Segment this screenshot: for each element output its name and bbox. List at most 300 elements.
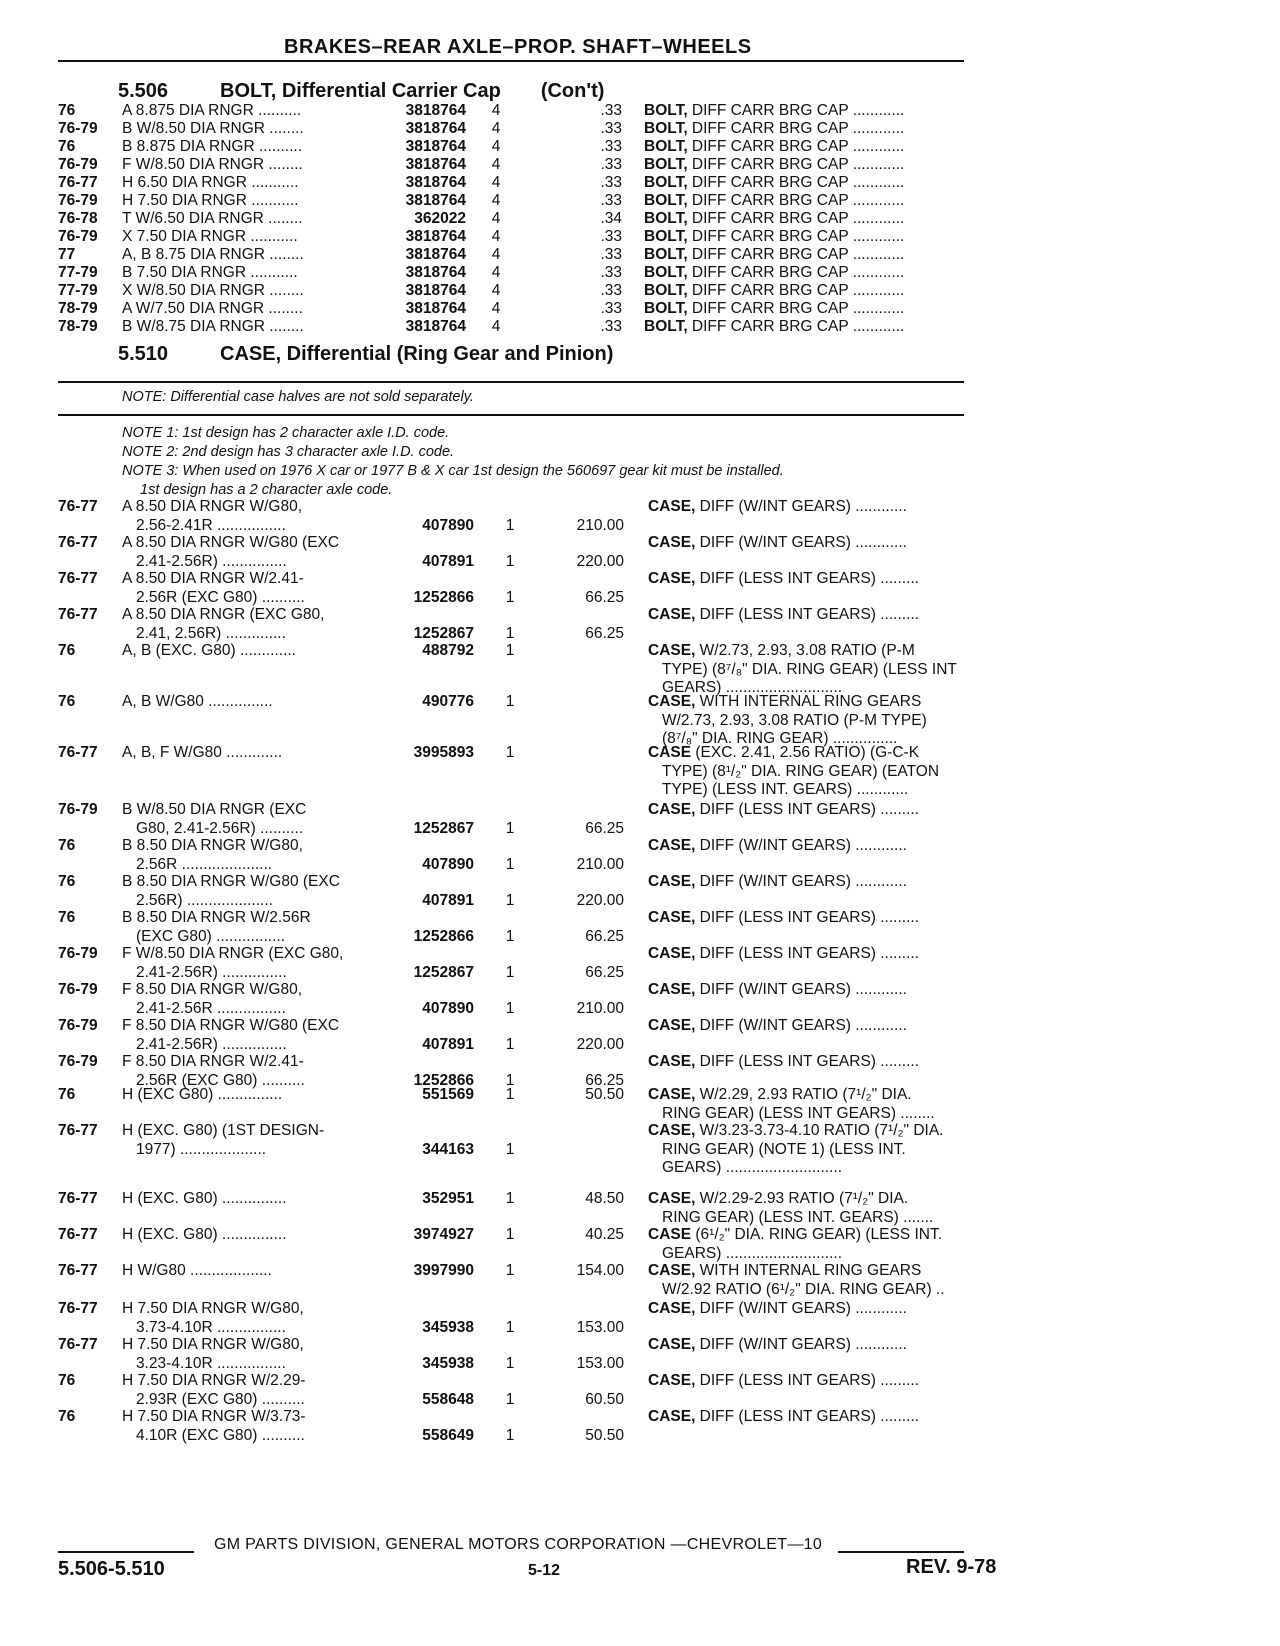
application-description (122, 192, 299, 211)
description-line: X 7.50 DIA RNGR ........... (122, 228, 298, 245)
part-name-keyword: CASE (648, 1226, 692, 1243)
part-name-keyword: CASE, (648, 606, 696, 623)
part-name-keyword: BOLT, (644, 120, 688, 137)
part-name-line (648, 534, 907, 553)
part-number: 3818764 (405, 138, 466, 155)
part-name-keyword: BOLT, (644, 318, 688, 335)
description-line: 2.41-2.56R) ............... (136, 552, 287, 570)
part-name (644, 264, 904, 283)
price: 220.00 (576, 1035, 624, 1053)
description-line: F 8.50 DIA RNGR W/G80, (122, 981, 303, 998)
part-number: 490776 (422, 693, 474, 710)
part-number: 488792 (422, 642, 474, 659)
part-name-text: DIFF (LESS INT GEARS) ......... (695, 1372, 920, 1389)
model-years: 76 (58, 1408, 76, 1425)
part-name-text: (6¹/₂" DIA. RING GEAR) (LESS INT. (691, 1226, 943, 1243)
description-line: 2.56R (EXC G80) .......... (136, 1071, 305, 1089)
part-number: 1252866 (413, 927, 474, 945)
quantity: 1 (505, 1190, 515, 1207)
footer-rule-left (58, 1551, 194, 1553)
part-name (648, 1372, 919, 1391)
part-name (648, 837, 907, 856)
application-description (122, 642, 296, 661)
part-name-line: TYPE) (8¹/₂" DIA. RING GEAR) (EATON (662, 762, 940, 780)
model-years: 76-77 (58, 1300, 98, 1317)
description-line: F 8.50 DIA RNGR W/2.41- (122, 1053, 304, 1070)
quantity: 4 (491, 318, 501, 335)
footer-rule-right (838, 1551, 964, 1553)
price: 210.00 (576, 999, 624, 1017)
part-name-line: (8⁷/₈" DIA. RING GEAR) ............... (662, 730, 898, 747)
part-name-line (648, 873, 907, 892)
model-years: 77 (58, 246, 76, 263)
part-name-keyword: BOLT, (644, 282, 688, 299)
application-description (122, 837, 303, 874)
description-line: A 8.875 DIA RNGR .......... (122, 102, 302, 119)
section-continued: (Con't) (540, 80, 605, 102)
part-name-line (644, 210, 904, 229)
part-name-line (648, 744, 939, 763)
part-name-line (648, 1226, 942, 1245)
part-name-text: DIFF CARR BRG CAP ............ (687, 228, 905, 245)
part-number: 345938 (422, 1354, 474, 1372)
price: .33 (600, 246, 622, 263)
price: .33 (600, 192, 622, 209)
section-5510-heading (118, 343, 613, 366)
price: .33 (600, 318, 622, 335)
application-description (122, 228, 298, 247)
part-name-keyword: BOLT, (644, 174, 688, 191)
part-name-keyword: CASE, (648, 1300, 696, 1317)
part-name-text: W/2.73, 2.93, 3.08 RATIO (P-M (695, 642, 915, 659)
part-name-text: DIFF (LESS INT GEARS) ......... (695, 606, 920, 623)
model-years: 76-78 (58, 210, 98, 227)
price: 154.00 (576, 1262, 624, 1279)
description-line: 2.56R (EXC G80) .......... (136, 588, 305, 606)
application-description (122, 264, 298, 283)
part-number: 407890 (422, 999, 474, 1017)
part-number: 558648 (422, 1390, 474, 1408)
part-name-keyword: CASE, (648, 837, 696, 854)
part-name-line (648, 1372, 919, 1391)
part-name-text: W/3.23-3.73-4.10 RATIO (7¹/₂" DIA. (695, 1122, 944, 1139)
model-years: 76 (58, 873, 76, 890)
part-name-line: GEARS) ........................... (662, 1244, 843, 1262)
part-name (648, 570, 919, 589)
part-name (644, 102, 904, 121)
part-number: 3997990 (413, 1262, 474, 1279)
footer-revision: REV. 9-78 (906, 1556, 997, 1578)
price: 66.25 (585, 963, 624, 981)
quantity: 1 (505, 588, 515, 606)
part-name (648, 1300, 907, 1319)
model-years: 76 (58, 1086, 76, 1103)
part-name-line (648, 801, 919, 820)
part-name-text: DIFF (W/INT GEARS) ............ (695, 981, 907, 998)
price: 66.25 (585, 588, 624, 606)
part-name-keyword: CASE, (648, 1408, 696, 1425)
description-line: F W/8.50 DIA RNGR ........ (122, 156, 303, 173)
part-name (644, 210, 904, 229)
part-name (644, 174, 904, 193)
part-name (648, 642, 957, 698)
description-line: F 8.50 DIA RNGR W/G80 (EXC (122, 1017, 340, 1034)
quantity: 1 (505, 1390, 515, 1408)
part-name-keyword: BOLT, (644, 138, 688, 155)
part-name-keyword: CASE, (648, 1053, 696, 1070)
part-name-line (648, 1122, 944, 1141)
quantity: 4 (491, 138, 501, 155)
model-years: 77-79 (58, 282, 98, 299)
part-name-line (644, 156, 904, 175)
description-line: A, B, F W/G80 ............. (122, 744, 283, 761)
price: 220.00 (576, 891, 624, 909)
application-description (122, 1122, 324, 1159)
note-2: NOTE 2: 2nd design has 3 character axle I.D. code. (122, 444, 455, 460)
part-name (648, 1086, 935, 1123)
description-line: H 7.50 DIA RNGR W/G80, (122, 1300, 304, 1317)
price: 153.00 (576, 1318, 624, 1336)
note-3-continued: 1st design has a 2 character axle code. (140, 482, 393, 498)
note-rule-bottom (58, 414, 964, 416)
part-number: 3818764 (405, 120, 466, 137)
footer-section-range: 5.506-5.510 (58, 1558, 165, 1580)
price: 66.25 (585, 927, 624, 945)
part-name-line (648, 837, 907, 856)
part-name-line (648, 945, 919, 964)
part-name (648, 873, 907, 892)
quantity: 1 (505, 1318, 515, 1336)
part-name-line (648, 1300, 907, 1319)
description-line: B W/8.50 DIA RNGR (EXC (122, 801, 307, 818)
part-name-keyword: CASE, (648, 873, 696, 890)
part-number: 345938 (422, 1318, 474, 1336)
part-number: 3995893 (413, 744, 474, 761)
model-years: 78-79 (58, 318, 98, 335)
part-number: 1252866 (413, 588, 474, 606)
part-name-keyword: BOLT, (644, 210, 688, 227)
quantity: 1 (505, 693, 515, 710)
description-line: X W/8.50 DIA RNGR ........ (122, 282, 304, 299)
quantity: 1 (505, 1262, 515, 1279)
model-years: 77-79 (58, 264, 98, 281)
part-name (648, 945, 919, 964)
part-name-keyword: BOLT, (644, 156, 688, 173)
description-line: B 8.50 DIA RNGR W/G80 (EXC (122, 873, 340, 890)
quantity: 1 (505, 1035, 515, 1053)
model-years: 76-77 (58, 498, 98, 515)
quantity: 1 (505, 1071, 515, 1089)
footer-publisher: GM PARTS DIVISION, GENERAL MOTORS CORPORATION —CHEVROLET—10 (214, 1536, 823, 1553)
part-name-line (648, 1408, 919, 1427)
part-number: 3818764 (405, 192, 466, 209)
part-name-keyword: CASE, (648, 498, 696, 515)
description-line: A 8.50 DIA RNGR W/G80, (122, 498, 303, 515)
description-line: B 7.50 DIA RNGR ........... (122, 264, 298, 281)
description-line: A 8.50 DIA RNGR (EXC G80, (122, 606, 325, 623)
model-years: 76-79 (58, 1053, 98, 1070)
quantity: 4 (491, 210, 501, 227)
model-years: 76-77 (58, 1190, 98, 1207)
part-name-text: DIFF (W/INT GEARS) ............ (695, 1017, 907, 1034)
description-line: 2.41, 2.56R) .............. (136, 624, 286, 642)
part-name-keyword: CASE, (648, 642, 696, 659)
part-name-keyword: BOLT, (644, 228, 688, 245)
part-name (648, 1336, 907, 1355)
note-1: NOTE 1: 1st design has 2 character axle I.D. code. (122, 425, 450, 441)
part-name (644, 192, 904, 211)
description-line: 2.56-2.41R ................ (136, 516, 286, 534)
application-description (122, 318, 304, 337)
description-line: 1977) .................... (136, 1140, 267, 1158)
part-name-keyword: BOLT, (644, 264, 688, 281)
price: 66.25 (585, 819, 624, 837)
part-number: 362022 (414, 210, 466, 227)
part-number: 1252867 (413, 963, 474, 981)
part-name (648, 1017, 907, 1036)
part-name (648, 498, 907, 517)
description-line: 3.73-4.10R ................ (136, 1318, 286, 1336)
part-number: 3818764 (405, 318, 466, 335)
part-name-keyword: BOLT, (644, 246, 688, 263)
application-description (122, 606, 324, 643)
quantity: 1 (505, 1226, 515, 1243)
quantity: 1 (505, 642, 515, 659)
description-line: H 7.50 DIA RNGR W/3.73- (122, 1408, 306, 1425)
part-number: 3818764 (405, 174, 466, 191)
application-description (122, 693, 273, 712)
part-name-keyword: CASE, (648, 1190, 696, 1207)
price: 48.50 (585, 1190, 624, 1207)
part-number: 3818764 (405, 264, 466, 281)
part-name (648, 909, 919, 928)
part-name (648, 534, 907, 553)
part-name (648, 606, 919, 625)
part-name (648, 1053, 919, 1072)
price: 50.50 (585, 1086, 624, 1103)
quantity: 1 (505, 516, 515, 534)
quantity: 1 (505, 927, 515, 945)
description-line: H (EXC G80) ............... (122, 1086, 283, 1103)
application-description (122, 1336, 304, 1373)
section-5506-heading (118, 80, 604, 103)
description-line: B 8.50 DIA RNGR W/2.56R (122, 909, 311, 926)
part-name-line (644, 192, 904, 211)
footer-page-number: 5-12 (528, 1562, 561, 1579)
part-name (648, 1190, 933, 1227)
part-name-text: W/2.29-2.93 RATIO (7¹/₂" DIA. (695, 1190, 909, 1207)
quantity: 4 (491, 102, 501, 119)
price: 66.25 (585, 624, 624, 642)
part-number: 1252867 (413, 819, 474, 837)
model-years: 76-77 (58, 606, 98, 623)
part-name (648, 1408, 919, 1427)
page-title: BRAKES–REAR AXLE–PROP. SHAFT–WHEELS (284, 36, 752, 58)
application-description (122, 570, 305, 607)
model-years: 76 (58, 909, 76, 926)
quantity: 4 (491, 120, 501, 137)
application-description (122, 534, 339, 571)
part-name (644, 138, 904, 157)
quantity: 4 (491, 156, 501, 173)
application-description (122, 498, 302, 535)
application-description (122, 873, 340, 910)
quantity: 1 (505, 1140, 515, 1158)
model-years: 76-77 (58, 570, 98, 587)
price: 40.25 (585, 1226, 624, 1243)
part-name (648, 693, 927, 749)
application-description (122, 246, 304, 265)
quantity: 1 (505, 891, 515, 909)
part-name-text: DIFF (W/INT GEARS) ............ (695, 837, 907, 854)
quantity: 4 (491, 192, 501, 209)
application-description (122, 156, 303, 175)
description-line: 3.23-4.10R ................ (136, 1354, 286, 1372)
part-name-line (644, 300, 904, 319)
part-name-line: W/2.92 RATIO (6¹/₂" DIA. RING GEAR) .. (662, 1280, 945, 1298)
note-case-halves: NOTE: Differential case halves are not sold separately. (122, 389, 474, 405)
application-description (122, 945, 343, 982)
section-title: BOLT, Differential Carrier Cap (220, 80, 501, 102)
part-name-keyword: CASE, (648, 1122, 696, 1139)
part-name-line: RING GEAR) (NOTE 1) (LESS INT. (662, 1140, 906, 1158)
part-name-text: (EXC. 2.41, 2.56 RATIO) (G-C-K (691, 744, 920, 761)
application-description (122, 1017, 339, 1054)
part-name (644, 246, 904, 265)
description-line: H 7.50 DIA RNGR W/G80, (122, 1336, 304, 1353)
part-number: 3818764 (405, 282, 466, 299)
part-name-line: TYPE) (LESS INT. GEARS) ............ (662, 781, 909, 798)
part-name-line (644, 138, 904, 157)
part-name-keyword: BOLT, (644, 192, 688, 209)
part-name-text: DIFF (LESS INT GEARS) ......... (695, 1408, 920, 1425)
part-number: 407890 (422, 855, 474, 873)
part-name-line (648, 1190, 933, 1209)
part-name-text: DIFF CARR BRG CAP ............ (687, 192, 905, 209)
part-number: 407891 (422, 1035, 474, 1053)
part-name-text: DIFF (W/INT GEARS) ............ (695, 534, 907, 551)
part-name-text: DIFF (W/INT GEARS) ............ (695, 498, 907, 515)
part-name-text: DIFF CARR BRG CAP ............ (687, 174, 905, 191)
part-number: 3818764 (405, 246, 466, 263)
application-description (122, 102, 301, 121)
part-name-line (644, 246, 904, 265)
quantity: 4 (491, 264, 501, 281)
part-name-line (644, 228, 904, 247)
application-description (122, 138, 302, 157)
part-name-text: DIFF (W/INT GEARS) ............ (695, 1336, 907, 1353)
model-years: 76-79 (58, 945, 98, 962)
part-name (648, 801, 919, 820)
part-name-text: DIFF (LESS INT GEARS) ......... (695, 945, 920, 962)
description-line: F W/8.50 DIA RNGR (EXC G80, (122, 945, 344, 962)
part-name-keyword: BOLT, (644, 102, 688, 119)
description-line: A, B (EXC. G80) ............. (122, 642, 296, 659)
description-line: 2.41-2.56R ................ (136, 999, 286, 1017)
part-name-text: DIFF CARR BRG CAP ............ (687, 282, 905, 299)
quantity: 1 (505, 1426, 515, 1444)
part-name-line: RING GEAR) (LESS INT GEARS) ........ (662, 1104, 935, 1122)
description-line: H 7.50 DIA RNGR W/2.29- (122, 1372, 306, 1389)
price: 220.00 (576, 552, 624, 570)
description-line: B 8.875 DIA RNGR .......... (122, 138, 303, 155)
model-years: 76-79 (58, 228, 98, 245)
quantity: 1 (505, 552, 515, 570)
application-description (122, 210, 303, 229)
description-line: 2.41-2.56R) ............... (136, 1035, 287, 1053)
part-name-line (648, 1017, 907, 1036)
quantity: 1 (505, 963, 515, 981)
part-name-text: DIFF (W/INT GEARS) ............ (695, 1300, 907, 1317)
model-years: 76-77 (58, 534, 98, 551)
part-name-text: WITH INTERNAL RING GEARS (695, 693, 922, 710)
part-name (644, 282, 904, 301)
part-name-line: GEARS) ........................... (662, 1159, 843, 1176)
part-name-keyword: CASE (648, 744, 692, 761)
part-name-line (644, 120, 904, 139)
part-name (648, 1122, 944, 1178)
price: .33 (600, 282, 622, 299)
description-line: 2.56R) .................... (136, 891, 273, 909)
part-number: 1252866 (413, 1071, 474, 1089)
part-name-line (648, 1262, 945, 1281)
part-name-text: DIFF CARR BRG CAP ............ (687, 264, 905, 281)
part-name-keyword: CASE, (648, 1017, 696, 1034)
note-rule-top (58, 381, 964, 383)
part-name-keyword: CASE, (648, 1262, 696, 1279)
description-line: A W/7.50 DIA RNGR ........ (122, 300, 303, 317)
part-name (644, 300, 904, 319)
part-number: 407891 (422, 552, 474, 570)
part-name (644, 228, 904, 247)
part-name-line (648, 909, 919, 928)
application-description (122, 1408, 305, 1445)
description-line: 2.56R ..................... (136, 855, 273, 873)
part-name-text: DIFF (LESS INT GEARS) ......... (695, 1053, 920, 1070)
part-number: 551569 (422, 1086, 474, 1103)
part-name (648, 981, 907, 1000)
quantity: 1 (505, 819, 515, 837)
description-line: H (EXC. G80) ............... (122, 1226, 287, 1243)
model-years: 76-79 (58, 192, 98, 209)
part-name-line (648, 1053, 919, 1072)
price: 210.00 (576, 516, 624, 534)
part-name-keyword: CASE, (648, 1372, 696, 1389)
part-name-keyword: BOLT, (644, 300, 688, 317)
part-number: 3974927 (413, 1226, 474, 1243)
part-name-text: DIFF CARR BRG CAP ............ (687, 318, 905, 335)
part-name-keyword: CASE, (648, 1086, 696, 1103)
application-description (122, 1226, 287, 1245)
part-name-line (644, 102, 904, 121)
part-name (648, 744, 939, 800)
part-number: 1252867 (413, 624, 474, 642)
price: .33 (600, 138, 622, 155)
quantity: 1 (505, 624, 515, 642)
application-description (122, 744, 282, 763)
part-name (644, 156, 904, 175)
price: 60.50 (585, 1390, 624, 1408)
application-description (122, 174, 299, 193)
description-line: G80, 2.41-2.56R) .......... (136, 819, 304, 837)
part-name (644, 318, 904, 337)
model-years: 76 (58, 693, 76, 710)
model-years: 76-77 (58, 1122, 98, 1139)
part-name-keyword: CASE, (648, 570, 696, 587)
description-line: 2.93R (EXC G80) .......... (136, 1390, 305, 1408)
description-line: A, B 8.75 DIA RNGR ........ (122, 246, 304, 263)
part-name-keyword: CASE, (648, 801, 696, 818)
